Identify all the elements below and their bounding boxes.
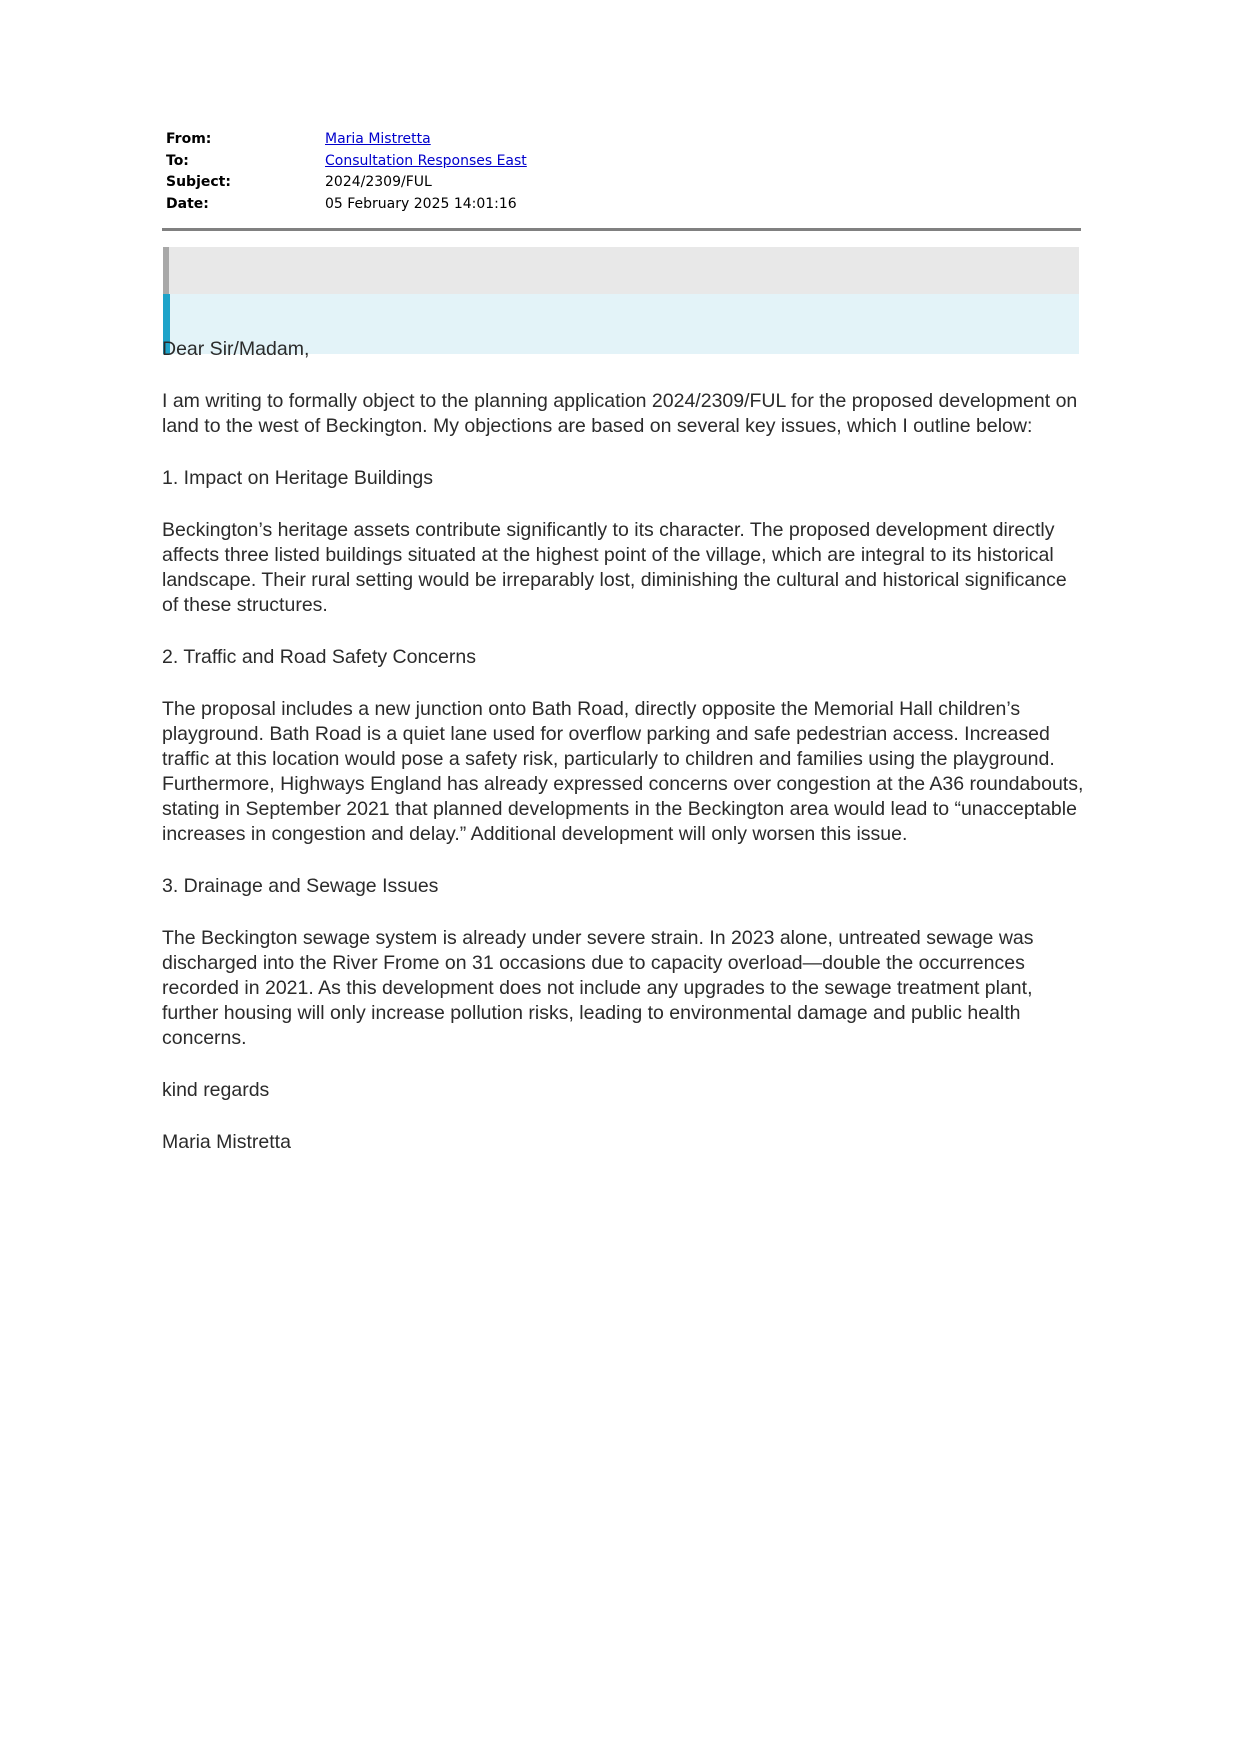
from-link[interactable]: Maria Mistretta: [325, 131, 431, 147]
banner-grey-accent-bar: [163, 247, 169, 294]
email-body: [162, 337, 1086, 1182]
paragraph-heritage: Beckington’s heritage assets contribute significantly to its character. The proposed development directly affects three listed buildings situated at the highest point of the village, which are integral to its historical landscape. Their rural setting would be irreparably lost, diminishing the cultural and historical significance of these structures.: [162, 519, 1067, 616]
to-link[interactable]: Consultation Responses East: [325, 152, 527, 169]
intro-paragraph: I am writing to formally object to the planning application 2024/2309/FUL for the proposed development on land to the west of Beckington. My objections are based on several key issues, which I outline below:: [162, 390, 1078, 437]
header-date-row: [166, 194, 527, 216]
to-label: To:: [166, 152, 189, 169]
subject-label: Subject:: [166, 174, 231, 190]
to-value: [325, 151, 527, 173]
paragraph-traffic: The proposal includes a new junction onto Bath Road, directly opposite the Memorial Hall children’s playground. Bath Road is a quiet lane used for overflow parking and safe pedestrian access. Increased traffic at this location would pose a safety risk, particularly to children and families using the playground. Furthermore, Highways England has already expressed concerns over congestion at the A36 roundabouts, stating in September 2021 that planned developments in the Beckington area would lead to “unacceptable increases in congestion and delay.” Additional development will only worsen this issue.: [162, 698, 1084, 845]
heading-heritage: 1. Impact on Heritage Buildings: [162, 467, 433, 489]
heading-traffic: 2. Traffic and Road Safety Concerns: [162, 646, 476, 668]
closing: kind regards: [162, 1079, 270, 1101]
header-subject-row: [166, 172, 527, 194]
header-divider: [162, 228, 1081, 231]
header-from-row: [166, 129, 527, 151]
heading-drainage: 3. Drainage and Sewage Issues: [162, 875, 439, 897]
date-value: 05 February 2025 14:01:16: [325, 195, 517, 212]
greeting: Dear Sir/Madam,: [162, 338, 310, 360]
subject-value: 2024/2309/FUL: [325, 174, 432, 190]
from-label: From:: [166, 131, 212, 147]
email-header: [166, 129, 527, 215]
from-value: [325, 129, 431, 151]
external-sender-banner-grey: [163, 247, 1079, 294]
header-to-row: [166, 151, 527, 173]
signature: Maria Mistretta: [162, 1131, 291, 1153]
date-label: Date:: [166, 195, 209, 212]
paragraph-drainage: The Beckington sewage system is already under severe strain. In 2023 alone, untreated sewage was discharged into the River Frome on 31 occasions due to capacity overload—double the occurrences recorded in 2021. As this development does not include any upgrades to the sewage treatment plant, further housing will only increase pollution risks, leading to environmental damage and public health concerns.: [162, 927, 1034, 1049]
